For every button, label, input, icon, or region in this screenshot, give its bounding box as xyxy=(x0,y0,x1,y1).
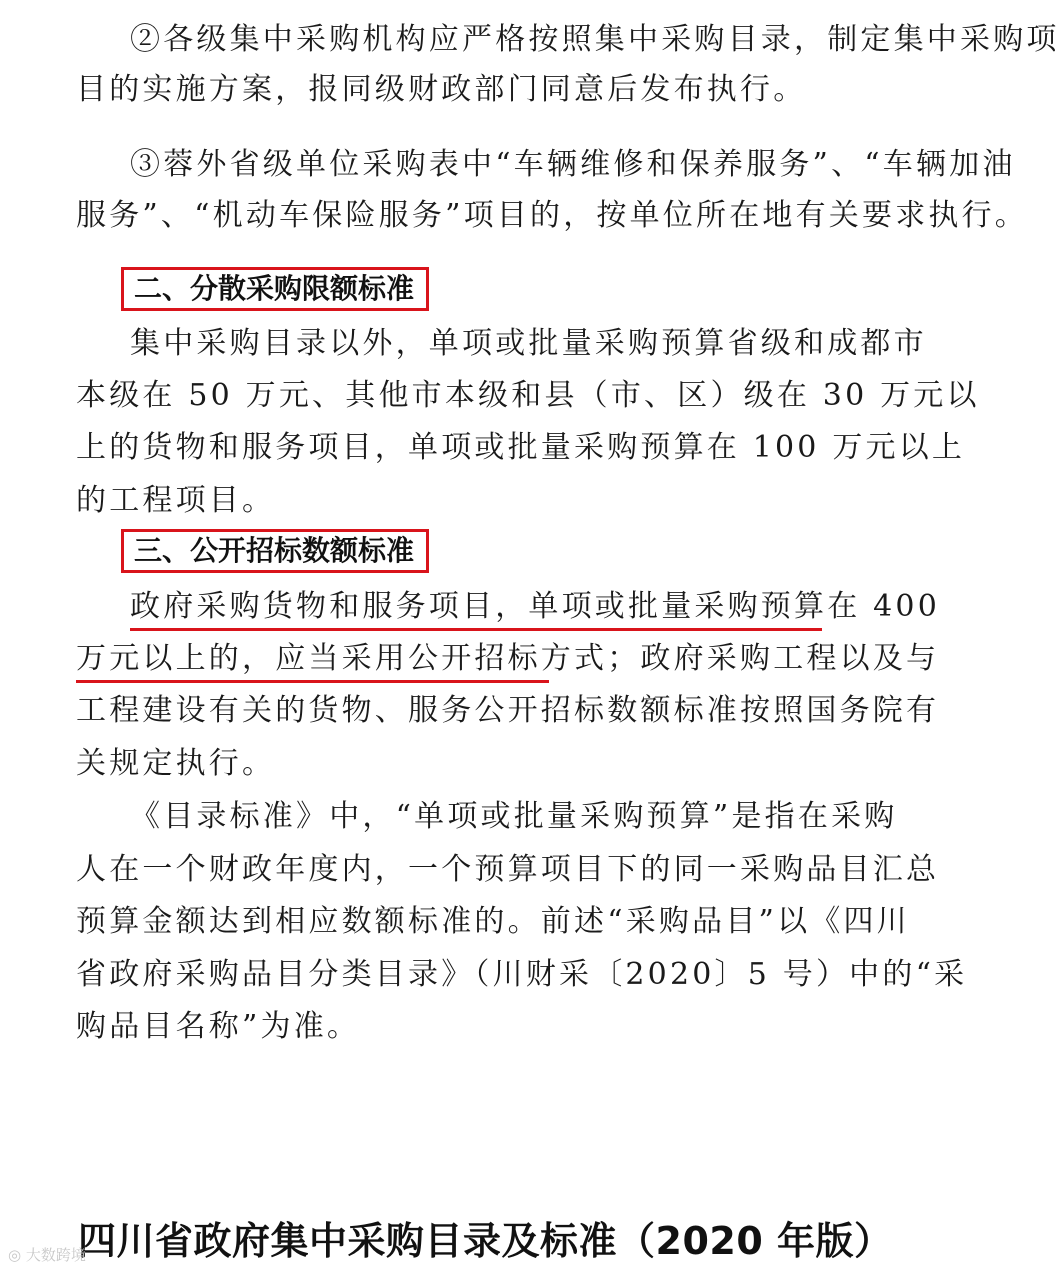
section2-line-3: 上的货物和服务项目，单项或批量采购预算在 100 万元以上 xyxy=(76,430,966,465)
section2-line-4: 的工程项目。 xyxy=(76,483,276,518)
watermark xyxy=(8,1244,86,1265)
item3-line-2: 服务”、“机动车保险服务”项目的，按单位所在地有关要求执行。 xyxy=(76,198,1029,233)
note-line-1: 《目录标准》中，“单项或批量采购预算”是指在采购 xyxy=(130,799,898,834)
highlight-underline-1 xyxy=(130,628,822,631)
note-line-4: 省政府采购品目分类目录》（川财采〔2020〕5 号）中的“采 xyxy=(76,957,968,992)
watermark-logo-icon: ◎ xyxy=(8,1246,22,1264)
note-line-3: 预算金额达到相应数额标准的。前述“采购品目”以《四川 xyxy=(76,904,910,939)
section2-line-1: 集中采购目录以外，单项或批量采购预算省级和成都市 xyxy=(130,326,927,361)
watermark-text: 大数跨境 xyxy=(25,1246,86,1264)
section2-heading: 二、分散采购限额标准 xyxy=(121,267,429,311)
note-line-2: 人在一个财政年度内，一个预算项目下的同一采购品目汇总 xyxy=(76,852,940,887)
item3-line-1: ③蓉外省级单位采购表中“车辆维修和保养服务”、“车辆加油 xyxy=(130,147,1016,182)
section3-line-2: 万元以上的，应当采用公开招标方式；政府采购工程以及与 xyxy=(76,641,940,676)
item2-line-1: ②各级集中采购机构应严格按照集中采购目录，制定集中采购项 xyxy=(130,22,1060,57)
section3-line-1: 政府采购货物和服务项目，单项或批量采购预算在 400 xyxy=(130,589,940,624)
note-line-5: 购品目名称”为准。 xyxy=(76,1009,361,1044)
section3-line-4: 关规定执行。 xyxy=(76,746,276,781)
item2-line-2: 目的实施方案，报同级财政部门同意后发布执行。 xyxy=(76,72,807,107)
section2-line-2: 本级在 50 万元、其他市本级和县（市、区）级在 30 万元以 xyxy=(76,378,980,413)
section3-heading: 三、公开招标数额标准 xyxy=(121,529,429,573)
document-title: 四川省政府集中采购目录及标准（2020 年版） xyxy=(78,1219,893,1263)
section3-line-3: 工程建设有关的货物、服务公开招标数额标准按照国务院有 xyxy=(76,693,940,728)
highlight-underline-2 xyxy=(76,680,549,683)
